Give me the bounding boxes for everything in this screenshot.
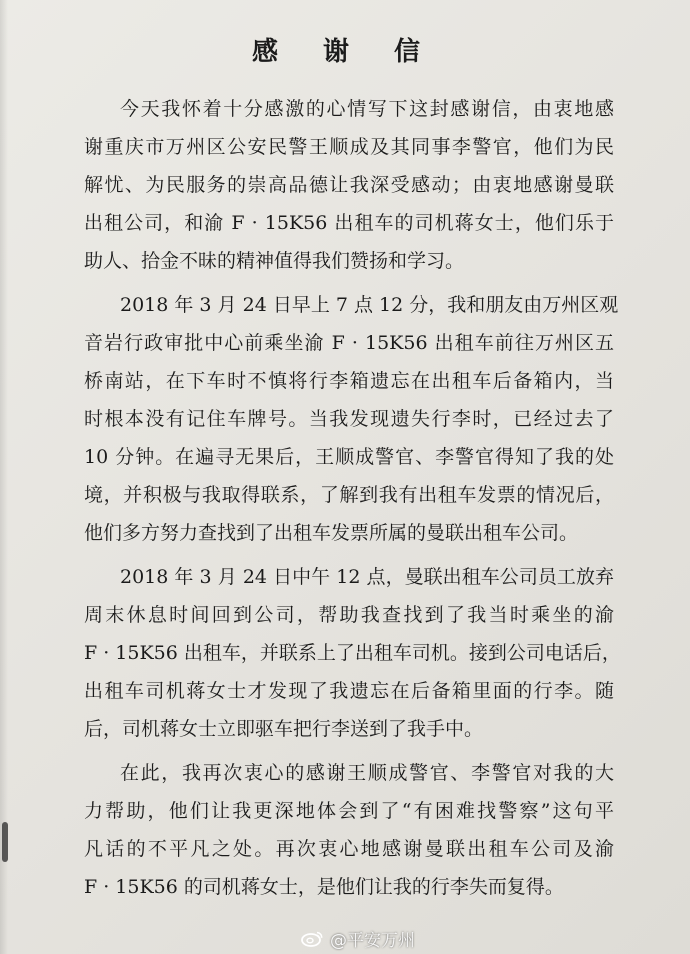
letter-line: 出租公司，和渝 F · 15K56 出租车的司机蒋女士，他们乐于 (84, 212, 614, 234)
letter-line: 谢重庆市万州区公安民警王顺成及其同事李警官，他们为民 (84, 136, 614, 158)
letter-line: 桥南站，在下车时不慎将行李箱遗忘在出租车后备箱内，当 (84, 370, 614, 392)
letter-title: 感 谢 信 (251, 37, 439, 67)
weibo-watermark (300, 926, 415, 950)
letter-line: 出租车司机蒋女士才发现了我遗忘在后备箱里面的行李。随 (84, 680, 614, 702)
letter-line: F · 15K56 出租车，并联系上了出租车司机。接到公司电话后， (84, 642, 621, 664)
letter-line: 助人、拾金不昧的精神值得我们赞扬和学习。 (84, 250, 465, 272)
binder-clip-mark (2, 822, 8, 862)
letter-line: 2018 年 3 月 24 日早上 7 点 12 分，我和朋友由万州区观 (120, 294, 619, 316)
letter-line: 在此，我再次衷心的感谢王顺成警官、李警官对我的大 (120, 762, 614, 784)
weibo-icon (300, 929, 324, 947)
letter-line: 2018 年 3 月 24 日中午 12 点，曼联出租车公司员工放弃 (120, 566, 614, 588)
letter-line: 境，并积极与我取得联系，了解到我有出租车发票的情况后， (84, 484, 614, 506)
letter-line: 周末休息时间回到公司，帮助我查找到了我当时乘坐的渝 (84, 604, 614, 626)
letter-line: 解忧、为民服务的崇高品德让我深受感动；由衷地感谢曼联 (84, 174, 614, 196)
letter-line: 时根本没有记住车牌号。当我发现遗失行李时，已经过去了 (84, 408, 614, 430)
watermark-text: @平安万州 (330, 930, 415, 951)
letter-line: 音岩行政审批中心前乘坐渝 F · 15K56 出租车前往万州区五 (84, 332, 614, 354)
letter-line: 今天我怀着十分感激的心情写下这封感谢信，由衷地感 (120, 98, 614, 120)
letter-line: 凡话的不平凡之处。再次衷心地感谢曼联出租车公司及渝 (84, 838, 614, 860)
letter-line: F · 15K56 的司机蒋女士，是他们让我的行李失而复得。 (84, 876, 564, 898)
page-shadow (0, 0, 8, 954)
letter-line: 力帮助，他们让我更深地体会到了“有困难找警察”这句平 (84, 800, 614, 822)
letter-line: 他们多方努力查找到了出租车发票所属的曼联出租车公司。 (84, 522, 579, 544)
letter-line: 后，司机蒋女士立即驱车把行李送到了我手中。 (84, 718, 484, 740)
letter-line: 10 分钟。在遍寻无果后，王顺成警官、李警官得知了我的处 (84, 446, 614, 468)
